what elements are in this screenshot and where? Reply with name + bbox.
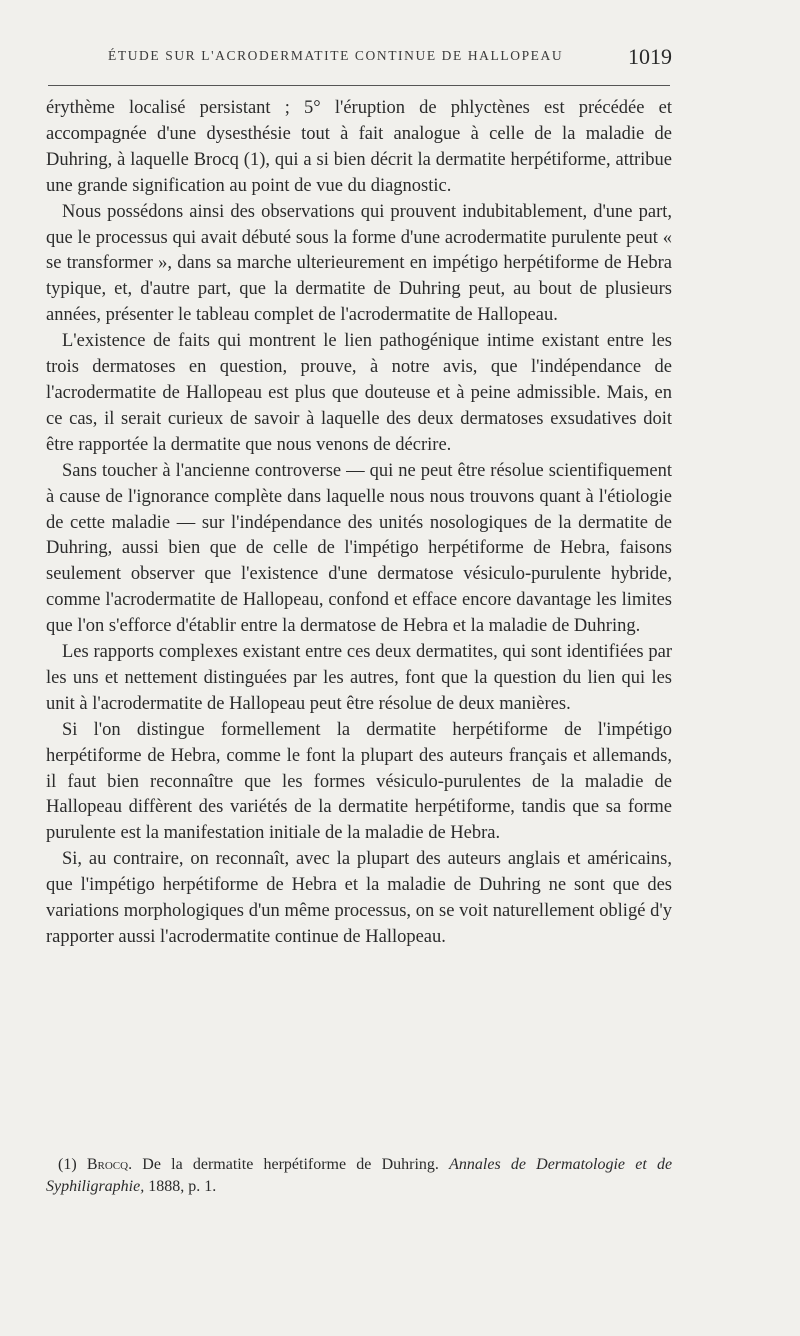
paragraph-3: L'existence de faits qui montrent le lien pathogénique intime existant entre les trois dermatoses en question, prouve, à notre avis, que l'indépendance de l'acrodermatite de Hallopeau est plus que douteuse et à peine admissible. Mais, en ce cas, il serait curieux de savoir à laquelle des deux dermatoses exsudatives doit être rapportée la dermatite que nous venons de décrire.: [46, 331, 672, 455]
running-title: ÉTUDE SUR L'ACRODERMATITE CONTINUE DE HALLOPEAU: [108, 48, 564, 63]
footnote-journal: Annales de Dermatologie et de Syphiligraphie,: [46, 1156, 673, 1195]
paragraph-6: Si l'on distingue formellement la dermatite herpétiforme de l'impétigo herpétiforme de Hebra, comme le font la plupart des auteurs français et allemands, il faut bien reconnaître que les formes vésiculo-purulentes de la maladie de Hallopeau diffèrent des variétés de la dermatite herpétiforme, tandis que sa forme purulente est la manifestation initiale de la maladie de Hebra.: [46, 719, 672, 844]
footnote-details: 1888, p. 1.: [148, 1178, 217, 1195]
paragraph-5: Les rapports complexes existant entre ces deux dermatites, qui sont identifiées par les uns et nettement distinguées par les autres, font que la question du lien qui les unit à l'acrodermatite de Hallopeau peut être résolue de deux manières.: [46, 642, 672, 714]
paragraph-4: Sans toucher à l'ancienne controverse — qui ne peut être résolue scientifiquement à cause de l'ignorance complète dans laquelle nous nous trouvons quant à l'étiologie de cette maladie — sur l'indépendance des unités nosologiques de la dermatite de Duhring, aussi bien que de celle de l'impétigo herpétiforme de Hebra, faisons seulement observer que l'existence d'une dermatose vésiculo-purulente hybride, comme l'acrodermatite de Hallopeau, confond et efface encore davantage les limites que l'on s'efforce d'établir entre la dermatose de Hebra et la maladie de Duhring.: [46, 460, 672, 637]
running-header: [46, 44, 672, 72]
paragraph-1: érythème localisé persistant ; 5° l'éruption de phlyctènes est précédée et accompagnée d'une dysesthésie tout à fait analogue à celle de la maladie de Duhring, à laquelle Brocq (1), qui a si bien décrit la dermatite herpétiforme, attribue une grande signification au point de vue du diagnostic.: [46, 98, 672, 196]
footnote: [46, 1154, 672, 1198]
footnote-marker: (1): [58, 1156, 77, 1173]
paragraph-7: Si, au contraire, on reconnaît, avec la plupart des auteurs anglais et américains, que l'impétigo herpétiforme de Hebra et la maladie de Duhring ne sont que des variations morphologiques d'un même processus, on se voit naturellement obligé d'y rapporter aussi l'acrodermatite continue de Hallopeau.: [46, 849, 672, 947]
page-number: 1019: [628, 44, 672, 69]
paragraph-2: Nous possédons ainsi des observations qui prouvent indubitablement, d'une part, que le processus qui avait débuté sous la forme d'une acrodermatite purulente peut « se transformer », dans sa marche ulterieurement en impétigo herpétiforme de Hebra typique, et, d'autre part, que la dermatite de Duhring peut, au bout de plusieurs années, présenter le tableau complet de l'acrodermatite de Hallopeau.: [46, 201, 672, 326]
footnote-author: Brocq.: [86, 1156, 133, 1173]
footnote-text: De la dermatite herpétiforme de Duhring.: [142, 1156, 439, 1173]
header-rule: [48, 85, 670, 86]
body-text: [46, 96, 672, 951]
